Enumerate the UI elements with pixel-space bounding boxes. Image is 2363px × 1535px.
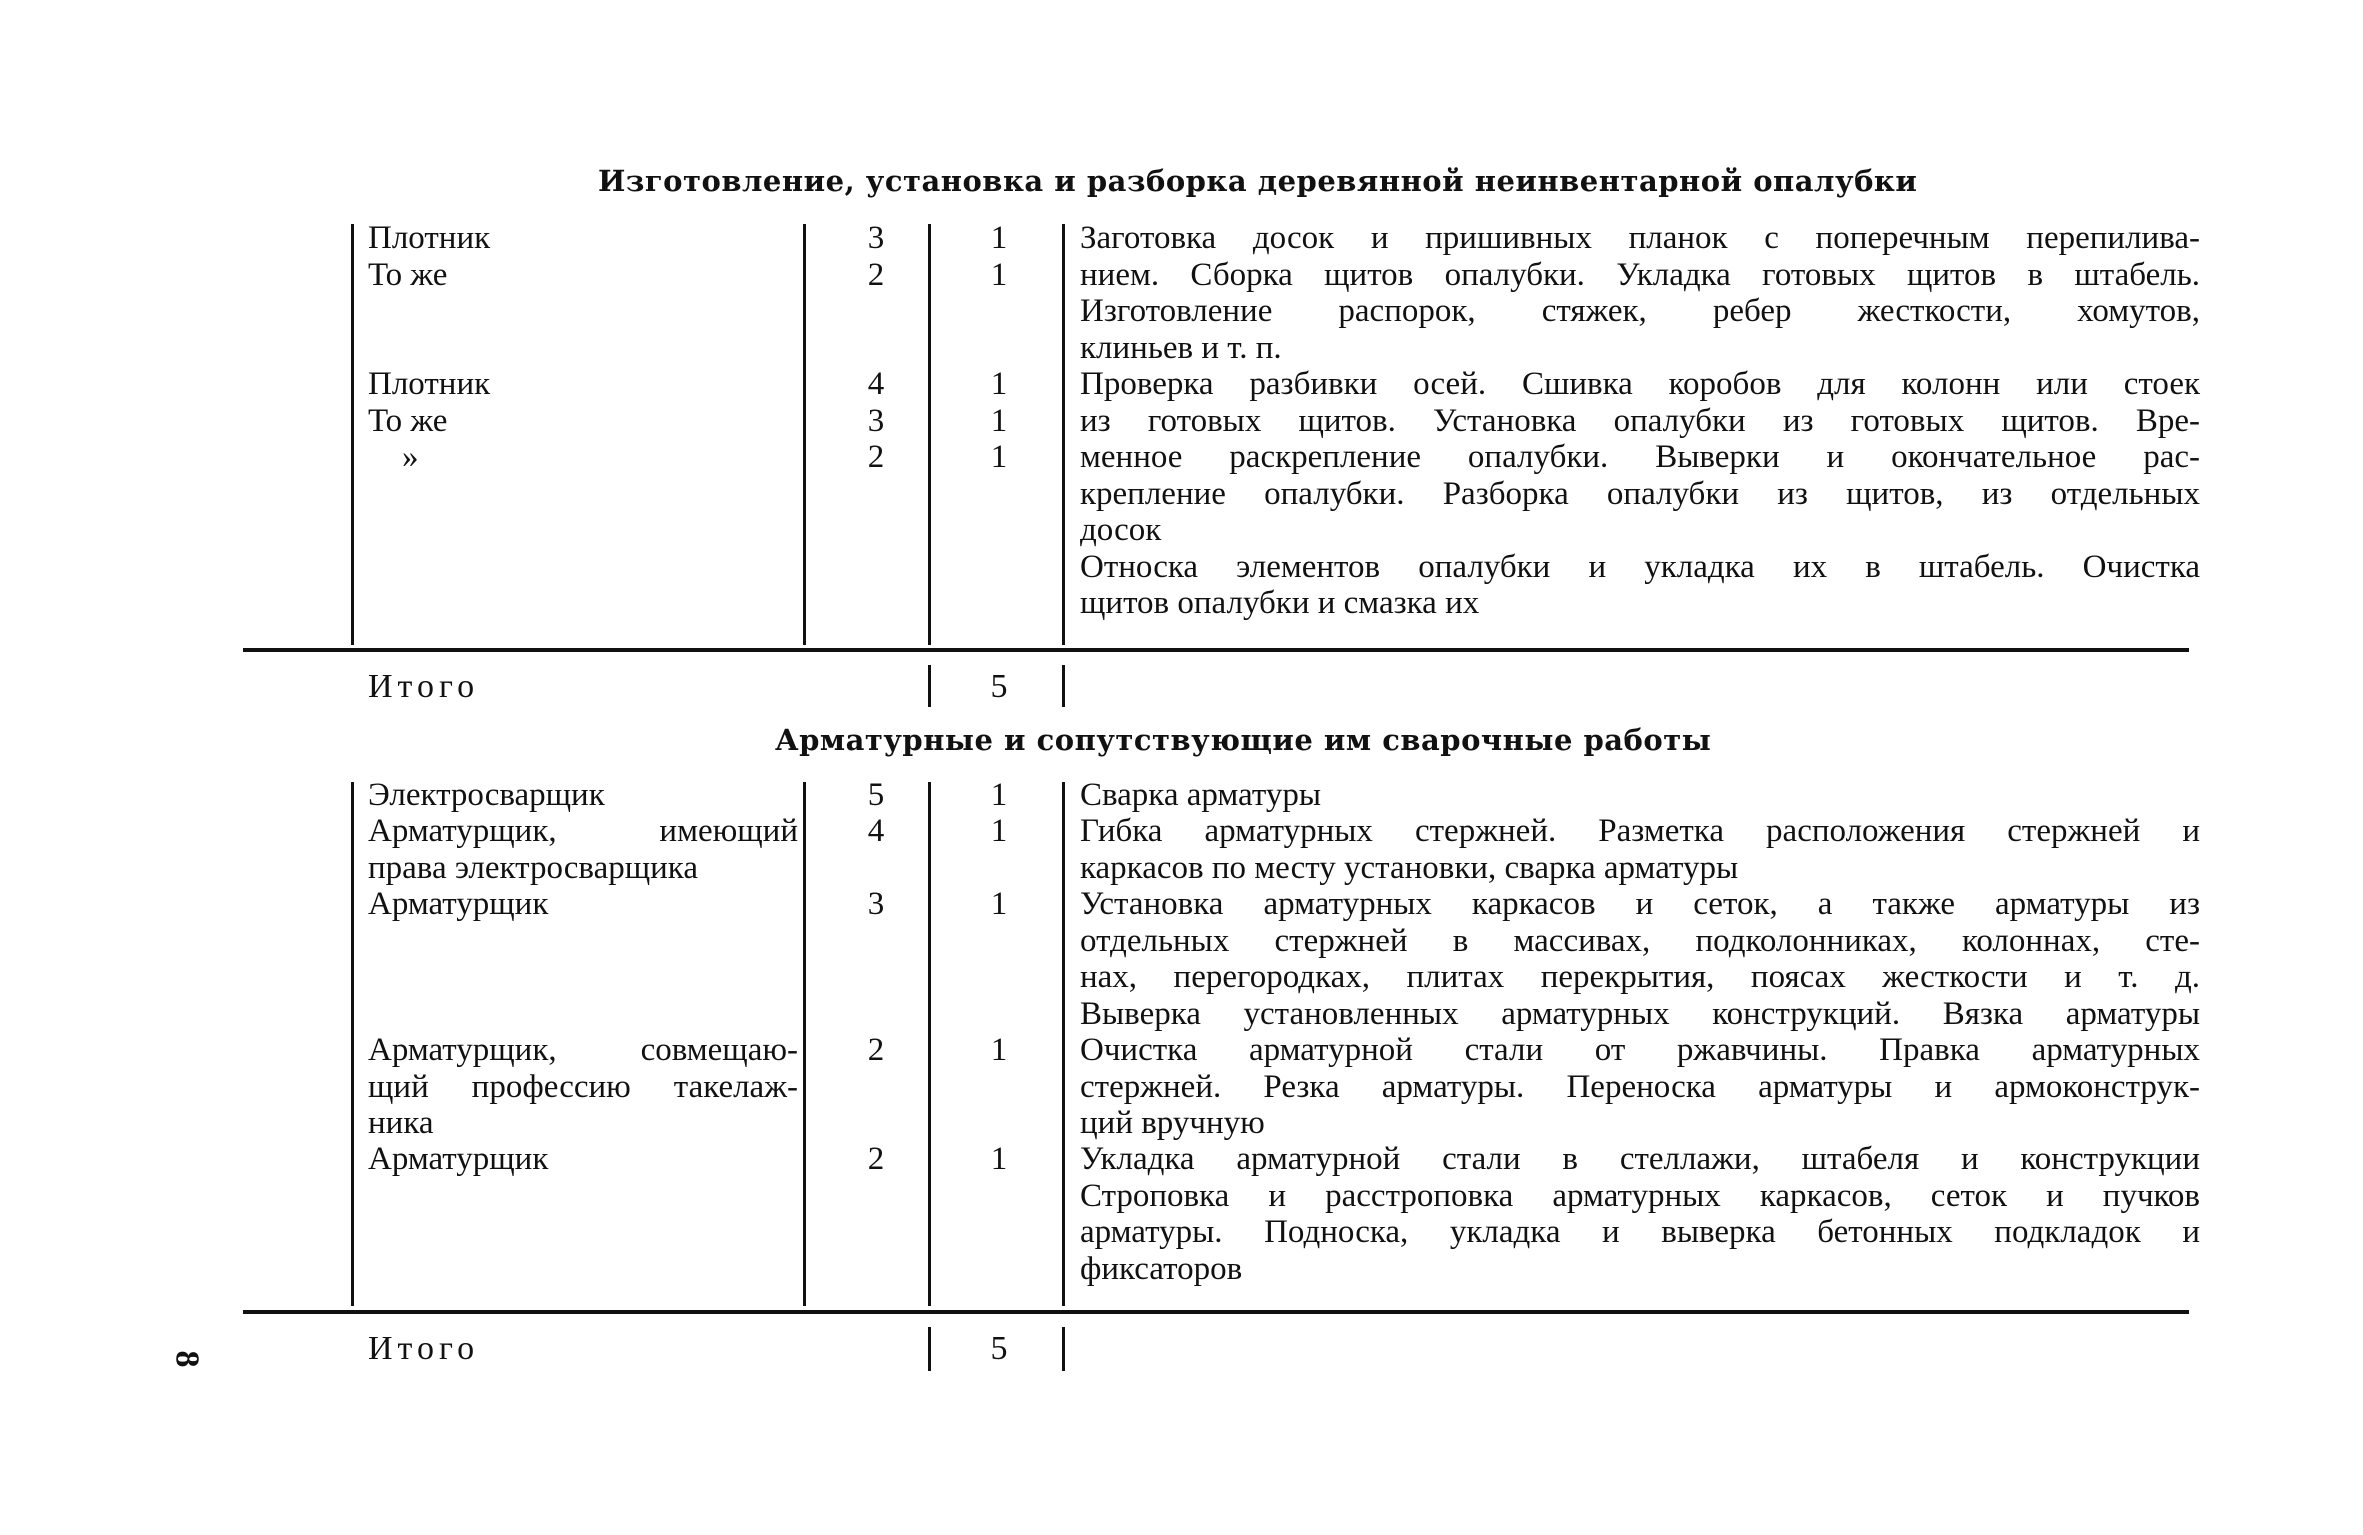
count-cell xyxy=(985,366,1013,476)
total1-rule-right xyxy=(1062,665,1065,707)
description-line: Укладка арматурной стали в стеллажи, штабеля и конструкции xyxy=(1080,1141,2200,1177)
count-value: 1 xyxy=(990,439,1008,475)
profession-cell xyxy=(368,1141,798,1178)
description-line: каркасов по месту установки, сварка арматуры xyxy=(1080,849,1739,886)
section-title-reinforcement: Арматурные и сопутствующие им сварочные работы xyxy=(775,723,1712,757)
ditto-mark: » xyxy=(402,439,419,475)
count-cell xyxy=(985,1141,1013,1178)
count-cell xyxy=(985,886,1013,923)
grade-value: 5 xyxy=(867,777,885,813)
grade-value: 3 xyxy=(867,402,885,439)
count-cell xyxy=(985,813,1013,850)
description-line: Относка элементов опалубки и укладка их в штабель. Очистка xyxy=(1080,548,2200,585)
description-line: нием. Сборка щитов опалубки. Укладка готовых щитов в штабель. xyxy=(1080,256,2200,293)
count-value: 1 xyxy=(990,366,1008,402)
grade-cell xyxy=(862,1141,890,1178)
profession-line: Арматурщик, совмещаю- xyxy=(368,1032,798,1068)
table1-rule-prof-grade xyxy=(803,224,806,645)
page-number: 8 xyxy=(168,1350,206,1368)
description-line: Сварка арматуры xyxy=(1080,777,1321,813)
count-value: 1 xyxy=(990,256,1008,293)
grade-cell xyxy=(862,366,890,476)
total-label: Итого xyxy=(368,668,480,705)
grade-value: 4 xyxy=(867,813,885,849)
grade-cell xyxy=(862,1032,890,1069)
description-line: фиксаторов xyxy=(1080,1250,1243,1287)
total2-rule-left xyxy=(928,1327,931,1371)
table2-bottom-rule xyxy=(243,1310,2189,1314)
description-line: клиньев и т. п. xyxy=(1080,329,1282,366)
count-cell xyxy=(985,777,1013,814)
profession-cell xyxy=(368,220,798,293)
description-line: Проверка разбивки осей. Сшивка коробов для колонн или стоек xyxy=(1080,366,2200,402)
description-line: Заготовка досок и пришивных планок с поперечным перепилива- xyxy=(1080,220,2200,256)
profession-line: Плотник xyxy=(368,220,491,256)
grade-value: 3 xyxy=(867,220,885,256)
grade-value: 2 xyxy=(867,256,885,293)
grade-value: 2 xyxy=(867,439,885,475)
grade-value: 2 xyxy=(867,1032,885,1068)
total-value: 5 xyxy=(990,1330,1008,1367)
profession-cell xyxy=(368,1032,798,1142)
description-cell xyxy=(1080,1141,2200,1287)
description-cell xyxy=(1080,813,2200,886)
profession-cell xyxy=(368,813,798,886)
table1-rule-count-desc xyxy=(1062,224,1065,645)
table2-left-rule xyxy=(351,782,354,1306)
count-cell xyxy=(985,220,1013,293)
profession-cell xyxy=(368,777,798,814)
profession-line: То же xyxy=(368,256,448,293)
description-line: Установка арматурных каркасов и сеток, а также арматуры из xyxy=(1080,886,2200,922)
description-cell xyxy=(1080,886,2200,1032)
description-line: Гибка арматурных стержней. Разметка расположения стержней и xyxy=(1080,813,2200,849)
profession-line: Плотник xyxy=(368,366,491,402)
table1-bottom-rule xyxy=(243,648,2189,652)
grade-cell xyxy=(862,220,890,293)
description-line: крепление опалубки. Разборка опалубки из щитов, из отдельных xyxy=(1080,475,2200,512)
description-line: менное раскрепление опалубки. Выверки и окончательное рас- xyxy=(1080,439,2200,475)
description-line: из готовых щитов. Установка опалубки из готовых щитов. Вре- xyxy=(1080,402,2200,439)
total-label: Итого xyxy=(368,1330,480,1367)
profession-line: щий профессию такелаж- xyxy=(368,1068,798,1105)
description-cell xyxy=(1080,366,2200,622)
description-line: Выверка установленных арматурных конструкций. Вязка арматуры xyxy=(1080,995,2200,1032)
description-line: Изготовление распорок, стяжек, ребер жесткости, хомутов, xyxy=(1080,293,2200,329)
profession-cell xyxy=(368,366,798,476)
count-value: 1 xyxy=(990,886,1008,922)
description-line: стержней. Резка арматуры. Переноска арматуры и армоконструк- xyxy=(1080,1068,2200,1105)
count-value: 1 xyxy=(990,813,1008,849)
description-line: нах, перегородках, плитах перекрытия, поясах жесткости и т. д. xyxy=(1080,959,2200,995)
profession-line: Арматурщик, имеющий xyxy=(368,813,798,849)
grade-cell xyxy=(862,886,890,923)
total1-rule-left xyxy=(928,665,931,707)
count-cell xyxy=(985,1032,1013,1069)
table1-rule-grade-count xyxy=(928,224,931,645)
description-line: арматуры. Подноска, укладка и выверка бетонных подкладок и xyxy=(1080,1214,2200,1250)
grade-value: 2 xyxy=(867,1141,885,1177)
description-line: Строповка и расстроповка арматурных каркасов, сеток и пучков xyxy=(1080,1177,2200,1214)
grade-cell xyxy=(862,813,890,850)
grade-cell xyxy=(862,777,890,814)
count-value: 1 xyxy=(990,777,1008,813)
total-value: 5 xyxy=(990,668,1008,705)
profession-cell xyxy=(368,886,798,923)
profession-line: Электросварщик xyxy=(368,777,605,813)
description-cell xyxy=(1080,220,2200,366)
total2-rule-right xyxy=(1062,1327,1065,1371)
table2-rule-count-desc xyxy=(1062,782,1065,1306)
profession-line: Арматурщик xyxy=(368,886,549,922)
description-line: щитов опалубки и смазка их xyxy=(1080,585,1480,621)
count-value: 1 xyxy=(990,220,1008,256)
count-value: 1 xyxy=(990,1141,1008,1177)
description-line: Очистка арматурной стали от ржавчины. Правка арматурных xyxy=(1080,1032,2200,1068)
grade-value: 3 xyxy=(867,886,885,922)
description-line: отдельных стержней в массивах, подколонниках, колоннах, сте- xyxy=(1080,922,2200,959)
profession-line: ника xyxy=(368,1105,434,1141)
profession-line: Арматурщик xyxy=(368,1141,549,1177)
table1-left-rule xyxy=(351,224,354,645)
description-line: досок xyxy=(1080,512,1162,548)
profession-line: права электросварщика xyxy=(368,849,698,886)
section-title-formwork: Изготовление, установка и разборка деревянной неинвентарной опалубки xyxy=(598,164,1918,198)
grade-value: 4 xyxy=(867,366,885,402)
count-value: 1 xyxy=(990,1032,1008,1068)
profession-line: То же xyxy=(368,402,448,439)
table2-rule-prof-grade xyxy=(803,782,806,1306)
description-cell xyxy=(1080,1032,2200,1142)
table2-rule-grade-count xyxy=(928,782,931,1306)
description-line: ций вручную xyxy=(1080,1105,1265,1141)
description-cell xyxy=(1080,777,2200,814)
count-value: 1 xyxy=(990,402,1008,439)
